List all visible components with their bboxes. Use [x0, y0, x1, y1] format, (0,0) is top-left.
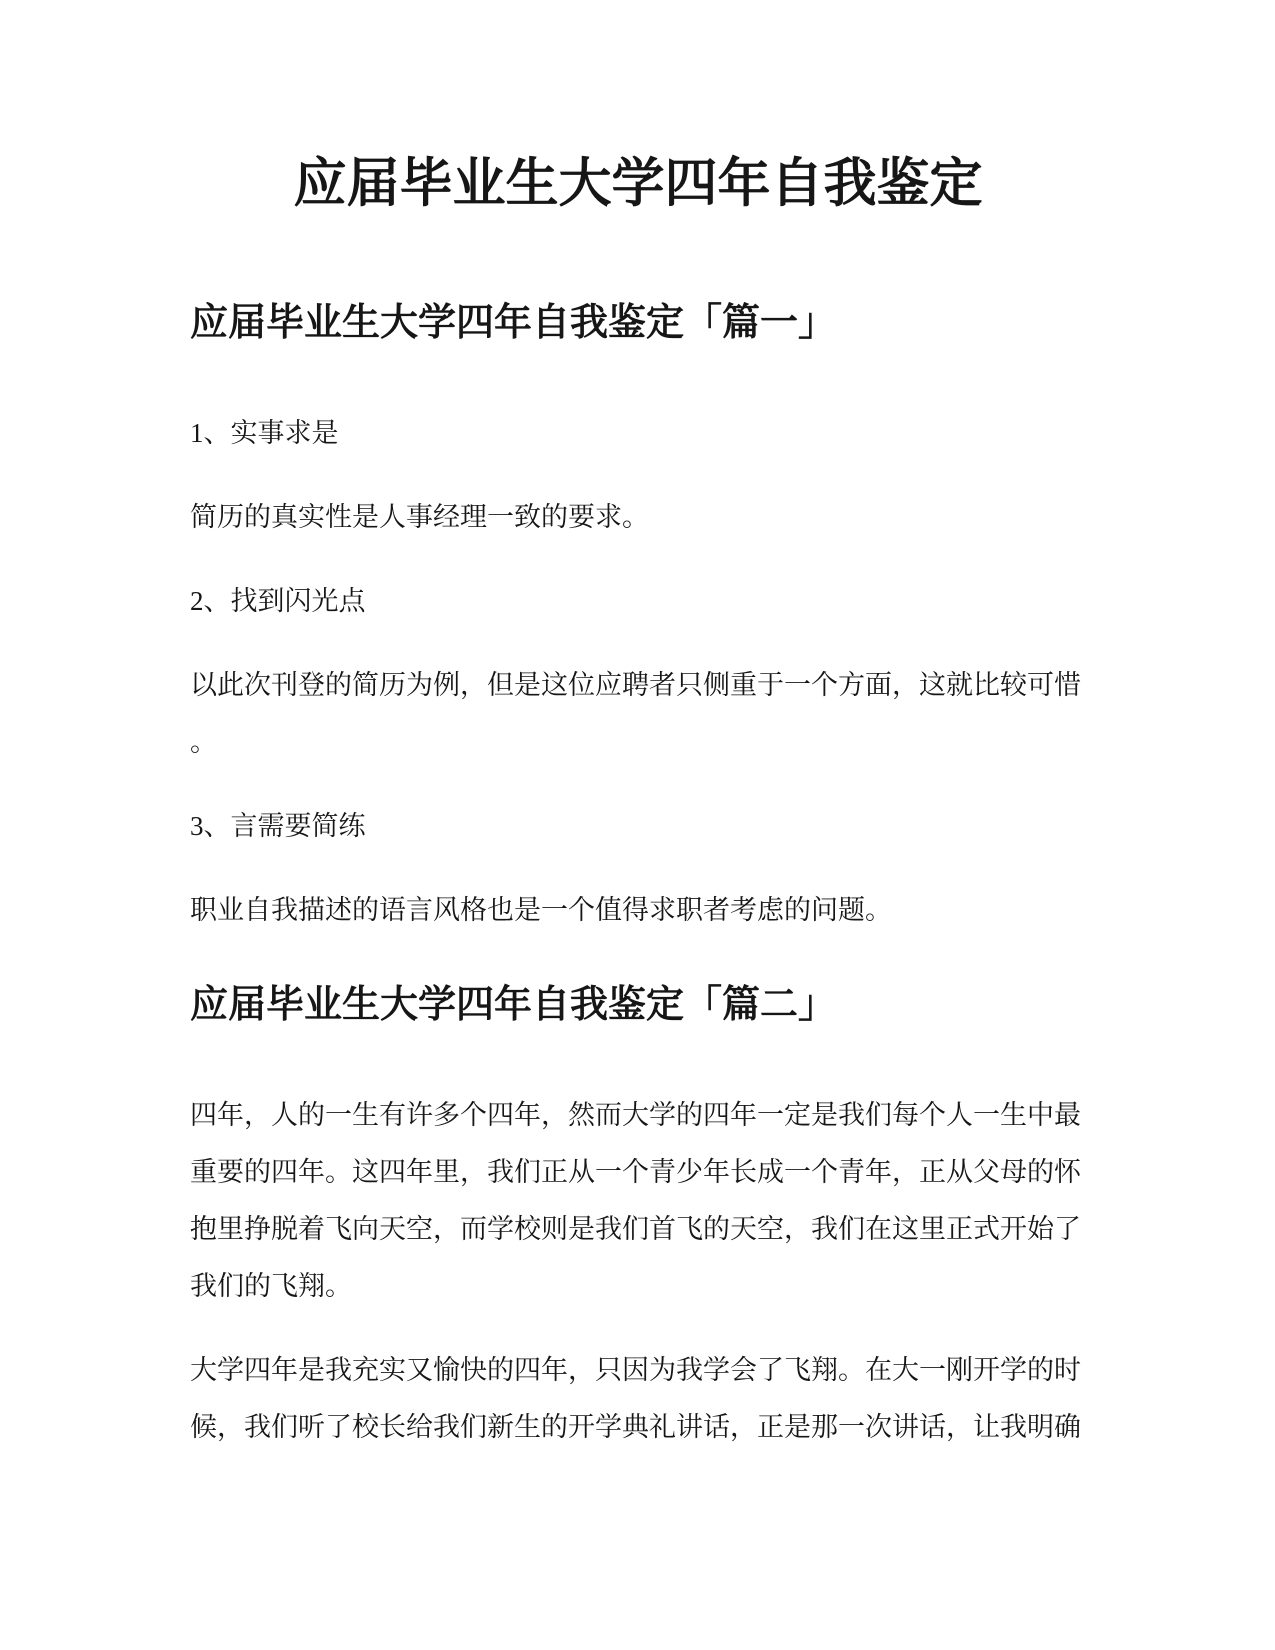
section-1-heading: 应届毕业生大学四年自我鉴定「篇一」: [190, 302, 837, 344]
paragraph-four-years: [190, 1087, 1086, 1315]
paragraph-item-3-body: [190, 882, 1086, 939]
paragraph-item-2: [190, 573, 1086, 630]
section-2-heading: 应届毕业生大学四年自我鉴定「篇二」: [190, 984, 837, 1026]
text-line: 以此次刊登的简历为例，但是这位应聘者只侧重于一个方面，这就比较可惜: [190, 670, 1081, 700]
text-line: 简历的真实性是人事经理一致的要求。: [190, 502, 649, 532]
text-line: 重要的四年。这四年里，我们正从一个青少年长成一个青年，正从父母的怀: [190, 1157, 1081, 1187]
text-line: 2、找到闪光点: [190, 586, 366, 616]
paragraph-item-2-body: [190, 657, 1086, 771]
section-part-1: [190, 297, 1086, 939]
document-title: 应届毕业生大学四年自我鉴定: [293, 155, 983, 213]
paragraph-college-life: [190, 1342, 1086, 1456]
text-line: 大学四年是我充实又愉快的四年，只因为我学会了飞翔。在大一刚开学的时: [190, 1355, 1081, 1385]
text-line: 1、实事求是: [190, 418, 339, 448]
text-line: 。: [190, 727, 217, 757]
text-line: 候，我们听了校长给我们新生的开学典礼讲话，正是那一次讲话，让我明确: [190, 1412, 1081, 1442]
text-line: 职业自我描述的语言风格也是一个值得求职者考虑的问题。: [190, 895, 892, 925]
paragraph-item-1: [190, 405, 1086, 462]
text-line: 3、言需要简练: [190, 811, 366, 841]
text-line: 四年，人的一生有许多个四年，然而大学的四年一定是我们每个人一生中最: [190, 1100, 1081, 1130]
paragraph-item-3: [190, 798, 1086, 855]
text-line: 我们的飞翔。: [190, 1271, 352, 1301]
text-line: 抱里挣脱着飞向天空，而学校则是我们首飞的天空，我们在这里正式开始了: [190, 1214, 1081, 1244]
section-part-2: [190, 979, 1086, 1456]
paragraph-item-1-body: [190, 489, 1086, 546]
